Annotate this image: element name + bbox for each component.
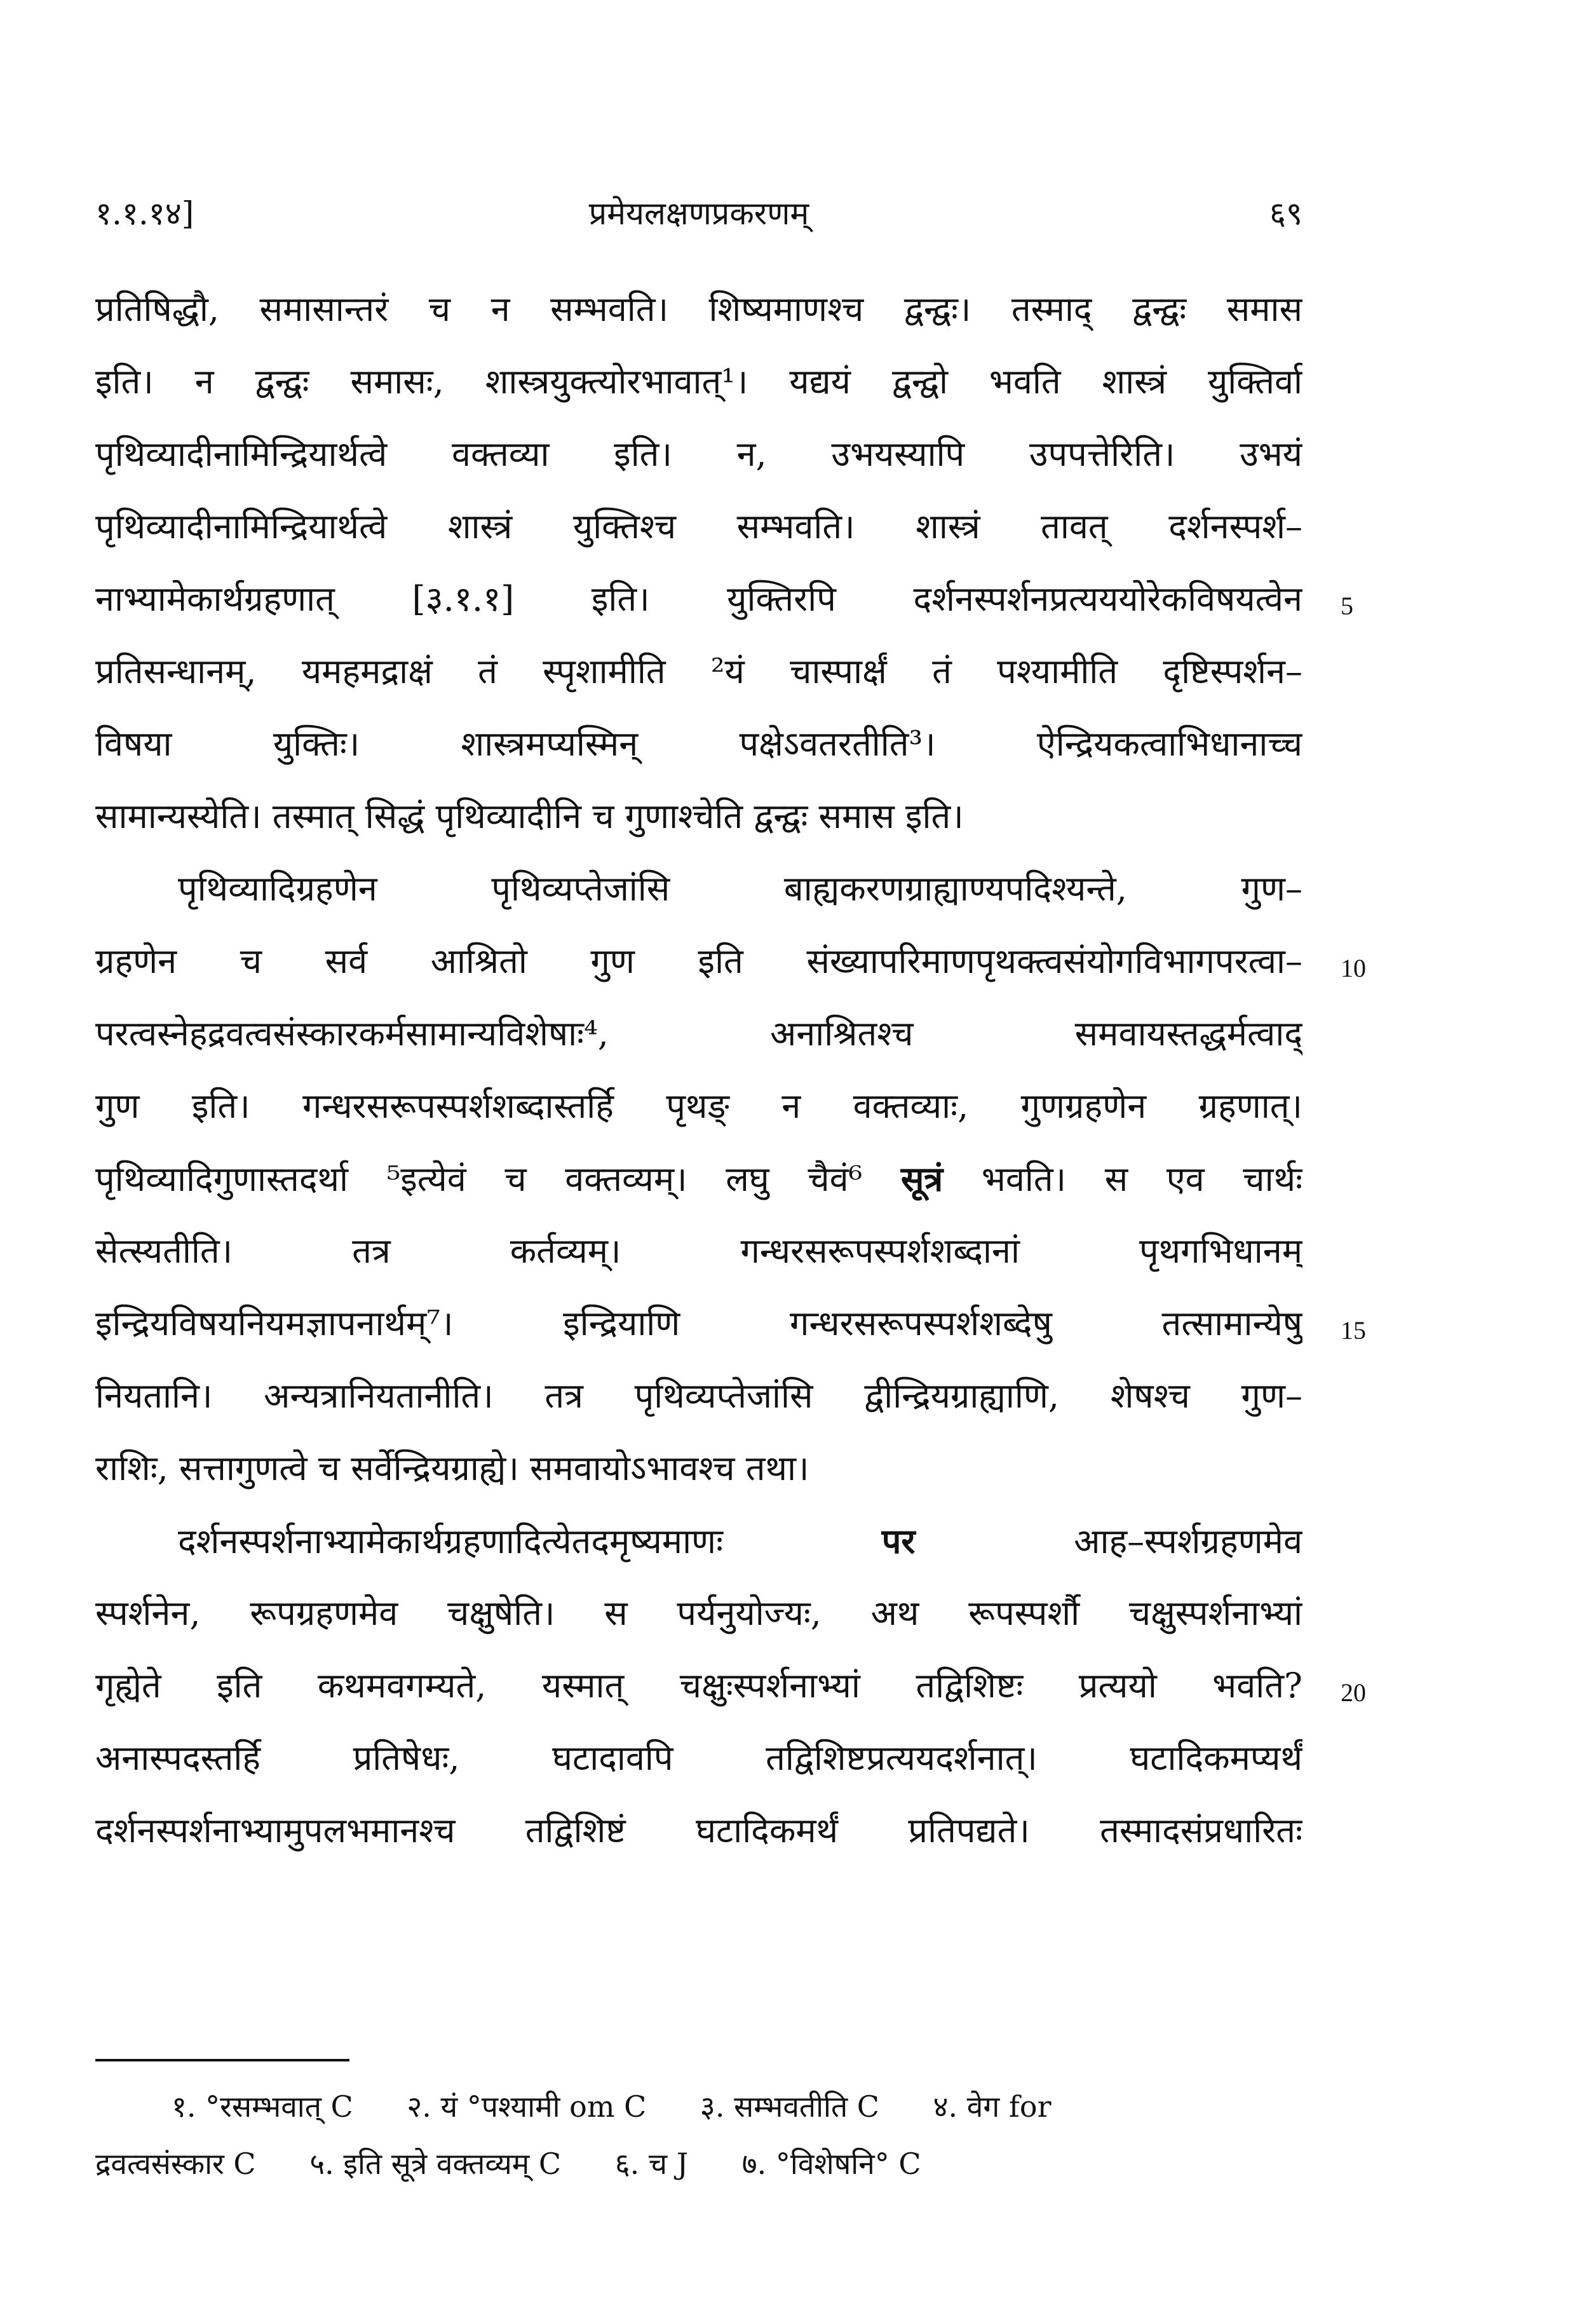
text-line-18-head: दर्शनस्पर्शनाभ्यामेकार्थग्रहणादित्येतदमृष्यमाणः	[178, 1521, 724, 1561]
text-line-18-tail: आह–स्पर्शग्रहणमेव	[1074, 1521, 1302, 1561]
text-line-20: गृह्येते इति कथमवगम्यते, यस्मात् चक्षुःस्पर्शनाभ्यां तद्विशिष्टः प्रत्ययो भवति?	[95, 1666, 1302, 1706]
text-line-18	[95, 1505, 1302, 1577]
text-line-13	[95, 1143, 1302, 1215]
chapter-title: प्रमेयलक्षणप्रकरणम्	[588, 195, 809, 232]
footnote-4: ४. वेग for	[933, 2089, 1052, 2124]
line-number-5: 5	[1341, 592, 1353, 620]
para-bold: पर	[881, 1521, 916, 1561]
footnote-divider	[95, 2059, 349, 2061]
footnote-2: २. यं °पश्यामी om C	[407, 2089, 647, 2124]
footnotes	[95, 2078, 1302, 2192]
footnote-4-cont: द्रवत्वसंस्कार C	[95, 2147, 256, 2181]
running-head	[95, 191, 1302, 248]
text-line-17: राशिः, सत्तागुणत्वे च सर्वेन्द्रियग्राह्ये। समवायोऽभावश्च तथा।	[95, 1448, 809, 1488]
text-line-8: सामान्यस्येति। तस्मात् सिद्धं पृथिव्यादीनि च गुणाश्चेति द्वन्द्वः समास इति।	[95, 796, 964, 836]
text-line-14: सेत्स्यतीति। तत्र कर्तव्यम्। गन्धरसरूपस्पर्शशब्दानां पृथगभिधानम्	[95, 1231, 1302, 1271]
text-line-2: इति। न द्वन्द्वः समासः, शास्त्रयुक्त्योरभावात्¹। यद्ययं द्वन्द्वो भवति शास्त्रं युक्तिर्वा	[95, 362, 1302, 402]
footnote-5: ५. इति सूत्रे वक्तव्यम् C	[309, 2147, 562, 2181]
footnote-line-1	[95, 2078, 1302, 2135]
text-line-10: ग्रहणेन च सर्व आश्रितो गुण इति संख्यापरिमाणपृथक्त्वसंयोगविभागपरत्वा–	[95, 941, 1302, 981]
text-line-7: विषया युक्तिः। शास्त्रमप्यस्मिन् पक्षेऽवतरतीति³। ऐन्द्रियकत्वाभिधानाच्च	[95, 724, 1302, 764]
text-line-13-head: पृथिव्यादिगुणास्तदर्था ⁵इत्येवं च वक्तव्यम्। लघु चैवं⁶	[95, 1159, 863, 1199]
text-line-19: स्पर्शनेन, रूपग्रहणमेव चक्षुषेति। स पर्यनुयोज्यः, अथ रूपस्पर्शौ चक्षुस्पर्शनाभ्यां	[95, 1593, 1302, 1633]
section-reference: १.१.१४]	[95, 195, 194, 232]
text-line-5: नाभ्यामेकार्थग्रहणात् [३.१.१] इति। युक्तिरपि दर्शनस्पर्शनप्रत्यययोरेकविषयत्वेन	[95, 579, 1302, 619]
text-line-4: पृथिव्यादीनामिन्द्रियार्थत्वे शास्त्रं युक्तिश्च सम्भवति। शास्त्रं तावत् दर्शनस्पर्श–	[95, 506, 1302, 547]
text-line-3: पृथिव्यादीनामिन्द्रियार्थत्वे वक्तव्या इति। न, उभयस्यापि उपपत्तेरिति। उभयं	[95, 434, 1302, 474]
text-line-16: नियतानि। अन्यत्रानियतानीति। तत्र पृथिव्यप्तेजांसि द्वीन्द्रियग्राह्याणि, शेषश्च गुण–	[95, 1376, 1302, 1416]
text-line-22: दर्शनस्पर्शनाभ्यामुपलभमानश्च तद्विशिष्टं घटादिकमर्थं प्रतिपद्यते। तस्मादसंप्रधारितः	[95, 1810, 1302, 1850]
sutram-bold: सूत्रं	[900, 1158, 943, 1199]
main-text	[95, 273, 1302, 1867]
text-line-1: प्रतिषिद्धौ, समासान्तरं च न सम्भवति। शिष्यमाणश्च द्वन्द्वः। तस्माद् द्वन्द्वः समास	[95, 289, 1302, 329]
text-line-6: प्रतिसन्धानम्, यमहमद्राक्षं तं स्पृशामीति ²यं चास्पार्क्षं तं पश्यामीति दृष्टिस्पर्शन–	[95, 651, 1302, 691]
text-line-12: गुण इति। गन्धरसरूपस्पर्शशब्दास्तर्हि पृथङ् न वक्तव्याः, गुणग्रहणेन ग्रहणात्।	[95, 1086, 1302, 1126]
text-line-15: इन्द्रियविषयनियमज्ञापनार्थम्⁷। इन्द्रियाणि गन्धरसरूपस्पर्शशब्देषु तत्सामान्येषु	[95, 1303, 1302, 1343]
text-line-21: अनास्पदस्तर्हि प्रतिषेधः, घटादावपि तद्विशिष्टप्रत्ययदर्शनात्। घटादिकमप्यर्थं	[95, 1738, 1302, 1778]
text-line-13-tail: भवति। स एव चार्थः	[981, 1159, 1302, 1199]
footnote-7: ७. °विशेषनि° C	[741, 2147, 921, 2181]
text-line-9: पृथिव्यादिग्रहणेन पृथिव्यप्तेजांसि बाह्यकरणग्राह्याण्यपदिश्यन्ते, गुण–	[178, 869, 1302, 909]
footnote-3: ३. सम्भवतीति C	[700, 2089, 879, 2124]
line-number-10: 10	[1341, 954, 1366, 982]
text-line-11: परत्वस्नेहद्रवत्वसंस्कारकर्मसामान्यविशेषाः⁴, अनाश्रितश्च समवायस्तद्धर्मत्वाद्	[95, 1014, 1302, 1054]
footnote-line-2	[95, 2135, 1302, 2192]
footnote-1: १. °रसम्भवात् C	[172, 2089, 353, 2124]
line-number-15: 15	[1341, 1316, 1366, 1345]
line-number-20: 20	[1341, 1678, 1366, 1707]
footnote-6: ६. च J	[614, 2147, 689, 2181]
page-number: ६९	[1269, 195, 1302, 232]
